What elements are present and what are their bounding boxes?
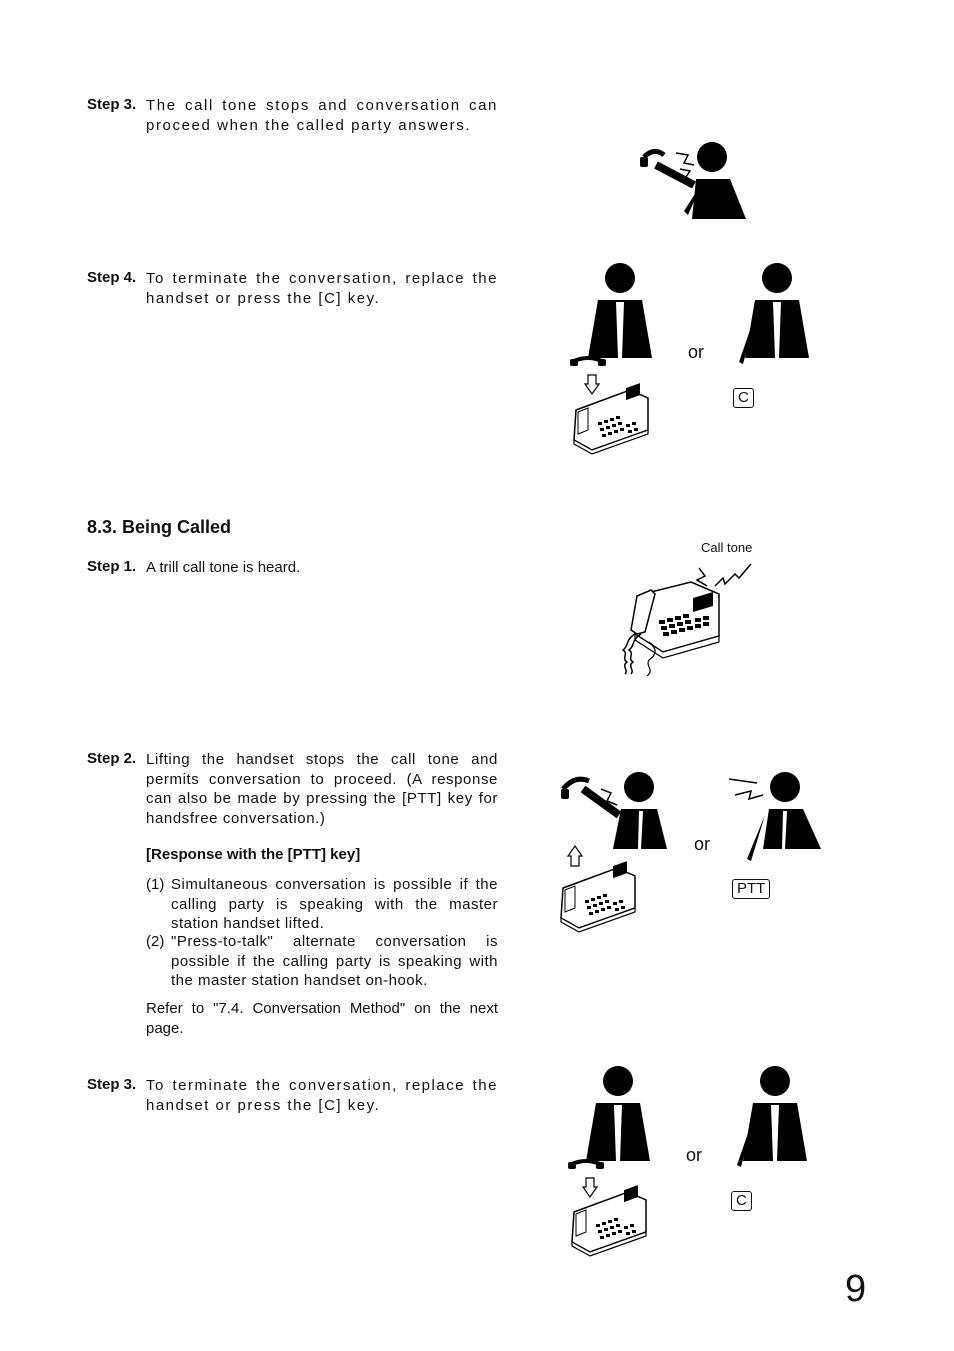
- step3-text: The call tone stops and conversation can proceed when the called party answers.: [146, 97, 498, 134]
- step4-label: Step 4.: [87, 269, 137, 286]
- step3b-label: Step 3.: [87, 1076, 137, 1093]
- step2-text: Lifting the handset stops the call tone and permits conversation to proceed. (A response can also be made by pressing the [PTT] key for handsfree conversation.): [146, 751, 498, 827]
- list-item-number: (2): [146, 933, 165, 950]
- master-station-phone-illustration: [610, 420, 620, 430]
- person-replacing-handset-illustration: [620, 330, 630, 340]
- list-item-text: Simultaneous conversation is possible if the calling party is speaking with the master station handset lifted.: [171, 876, 498, 932]
- page-number: 9: [845, 1268, 867, 1310]
- list-item-text: "Press-to-talk" alternate conversation is possible if the calling party is speaking with the master station handset on-hook.: [171, 933, 498, 989]
- ptt-subheading: [Response with the [PTT] key]: [146, 846, 361, 863]
- person-replacing-handset-illustration: [618, 1133, 628, 1143]
- down-arrow-icon: [584, 374, 600, 396]
- person-talking-handset-illustration: [630, 135, 760, 225]
- master-station-phone-illustration: [597, 898, 607, 908]
- c-key[interactable]: C: [733, 388, 754, 408]
- ptt-key[interactable]: PTT: [732, 879, 770, 899]
- down-arrow-icon: [582, 1177, 598, 1199]
- refer-text: Refer to "7.4. Conversation Method" on the next page.: [146, 1000, 498, 1037]
- person-lifting-handset-illustration: [555, 765, 675, 855]
- ringing-phone-illustration: [615, 560, 765, 680]
- step3-label: Step 3.: [87, 96, 137, 113]
- call-tone-label: Call tone: [701, 540, 753, 555]
- list-item-number: (1): [146, 876, 165, 893]
- section-heading: 8.3. Being Called: [87, 517, 232, 537]
- or-label: or: [694, 834, 711, 854]
- step1-label: Step 1.: [87, 558, 137, 575]
- step3b-text: To terminate the conversation, replace the handset or press the [C] key.: [146, 1077, 498, 1114]
- or-label: or: [688, 342, 705, 362]
- list-item-2: [146, 932, 498, 991]
- step1-text: A trill call tone is heard.: [146, 559, 301, 576]
- list-item-1: [146, 875, 498, 934]
- master-station-phone-illustration: [608, 1222, 618, 1232]
- or-label: or: [686, 1145, 703, 1165]
- step2-label: Step 2.: [87, 750, 137, 767]
- c-key[interactable]: C: [731, 1191, 752, 1211]
- person-speaking-ptt-illustration: [725, 765, 835, 875]
- step4-text: To terminate the conversation, replace the handset or press the [C] key.: [146, 270, 498, 307]
- person-pressing-key-illustration: [777, 330, 787, 340]
- up-arrow-icon: [567, 845, 583, 867]
- person-pressing-key-illustration: [775, 1133, 785, 1143]
